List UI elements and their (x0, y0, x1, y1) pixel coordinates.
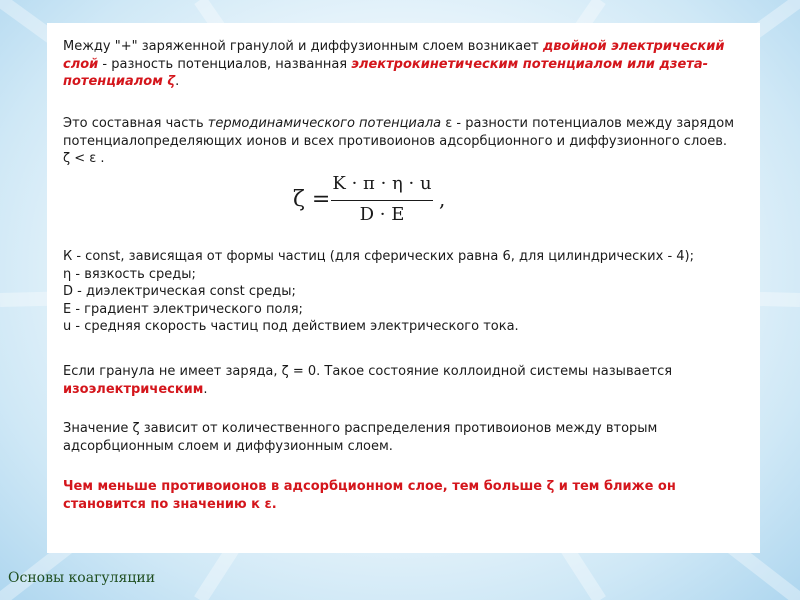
text: Это составная часть (63, 116, 208, 131)
highlight-zeta-potential: электрокинетическим потенциалом или дзета-потенциалом ζ (63, 56, 709, 89)
paragraph-conclusion: Чем меньше противоионов в адсорбционном слое, тем больше ζ и тем ближе он становится по значению к ε. (63, 479, 676, 512)
slide-content-panel (47, 23, 760, 553)
definition-item: η - вязкость среды; (63, 266, 196, 282)
formula-lhs: ζ = (293, 187, 331, 212)
paragraph-double-layer (63, 38, 743, 91)
definition-item: u - средняя скорость частиц под действием электрического тока. (63, 319, 519, 334)
text: . (175, 74, 180, 89)
text: - разность потенциалов, названная (98, 56, 352, 72)
definitions-list (63, 248, 743, 336)
definition-item: E - градиент электрического поля; (63, 301, 303, 317)
paragraph-dependence: Значение ζ зависит от количественного распределения противоионов между вторым адсорбционным слоем и диффузионным слоем. (63, 421, 658, 454)
text: ε - разности потенциалов между зарядом потенциалопределяющих ионов и всех противоионов адсорбционного и диффузионного слоев. (63, 116, 734, 149)
slide-footer-title: Основы коагуляции (8, 570, 156, 586)
highlight-double-layer: двойной электрический слой (63, 39, 725, 72)
paragraph-thermodynamic (63, 115, 743, 168)
formula-denominator: D · E (359, 204, 405, 225)
definition-item: К - const, зависящая от формы частиц (для сферических равна 6, для цилиндрических - 4); (63, 249, 695, 264)
formula-numerator: K · π · η · u (332, 173, 432, 194)
paragraph-isoelectric (63, 363, 743, 398)
fraction-bar (331, 200, 433, 201)
italic-term: термодинамического потенциала (207, 116, 442, 131)
text: Между "+" заряженной гранулой и диффузионным слоем возникает (63, 39, 543, 54)
highlight-isoelectric: изоэлектрическим (63, 381, 204, 397)
text: Если гранула не имеет заряда, ζ = 0. Такое состояние коллоидной системы называется (63, 364, 673, 379)
zeta-formula (293, 173, 473, 229)
text: . (203, 381, 208, 397)
zeta-inequality: ζ < ε . (63, 151, 105, 166)
definition-item: D - диэлектрическая const среды; (63, 284, 296, 299)
formula-comma: , (439, 187, 446, 211)
